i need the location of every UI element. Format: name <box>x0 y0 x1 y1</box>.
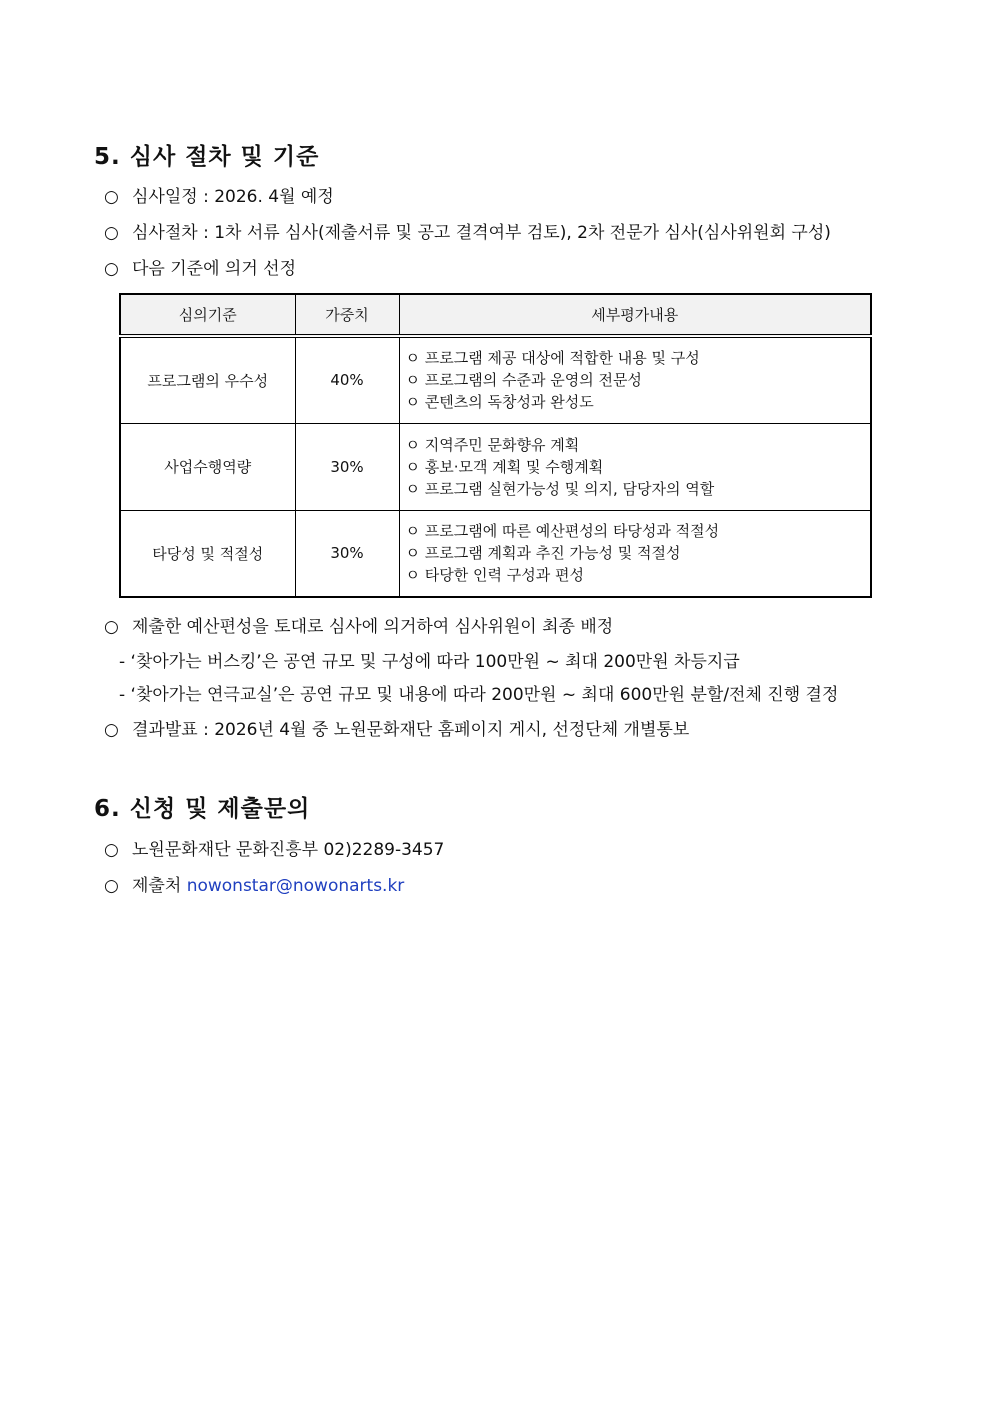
detail-item: ㅇ 홍보·모객 계획 및 수행계획 <box>405 457 604 476</box>
header-details: 세부평가내용 <box>399 294 871 336</box>
detail-item: ㅇ 지역주민 문화향유 계획 <box>405 435 580 454</box>
circle-bullet-icon: ○ <box>104 259 119 279</box>
contact-text: 노원문화재단 문화진흥부 02)2289-3457 <box>132 840 445 860</box>
criterion-cell: 타당성 및 적절성 <box>120 510 295 597</box>
schedule-text: 심사일정 : 2026. 4월 예정 <box>132 187 334 207</box>
procedure-line <box>104 218 831 243</box>
section-6-title: 6. 신청 및 제출문의 <box>94 796 311 822</box>
detail-item: ㅇ 콘텐츠의 독창성과 완성도 <box>405 393 594 412</box>
theater-class-note: - ‘찾아가는 연극교실’은 공연 규모 및 내용에 따라 200만원 ~ 최대 600만원 분할/전체 진행 결정 <box>119 685 839 705</box>
table-row <box>120 510 871 597</box>
circle-bullet-icon: ○ <box>104 187 119 207</box>
weight-cell: 40% <box>295 336 399 423</box>
circle-bullet-icon: ○ <box>104 720 119 740</box>
criteria-intro-line <box>104 254 296 279</box>
details-cell <box>399 336 871 423</box>
detail-item: ㅇ 프로그램 실현가능성 및 의지, 담당자의 역할 <box>405 479 715 498</box>
submission-email-link[interactable]: nowonstar@nowonarts.kr <box>186 876 405 896</box>
busking-note: - ‘찾아가는 버스킹’은 공연 규모 및 구성에 따라 100만원 ~ 최대 200만원 차등지급 <box>119 652 740 672</box>
circle-bullet-icon: ○ <box>104 617 119 637</box>
table-row <box>120 336 871 423</box>
criterion-cell: 프로그램의 우수성 <box>120 336 295 423</box>
detail-item: ㅇ 타당한 인력 구성과 편성 <box>405 566 584 585</box>
header-weight: 가중치 <box>295 294 399 336</box>
detail-item: ㅇ 프로그램의 수준과 운영의 전문성 <box>405 371 642 390</box>
result-line <box>104 715 689 740</box>
criterion-cell: 사업수행역량 <box>120 423 295 510</box>
circle-bullet-icon: ○ <box>104 223 119 243</box>
detail-item: ㅇ 프로그램 계획과 추진 가능성 및 적절성 <box>405 544 681 563</box>
submission-line <box>104 871 404 896</box>
procedure-text: 심사절차 : 1차 서류 심사(제출서류 및 공고 결격여부 검토), 2차 전문가 심사(심사위원회 구성) <box>132 223 831 243</box>
detail-item: ㅇ 프로그램에 따른 예산편성의 타당성과 적절성 <box>405 522 720 541</box>
circle-bullet-icon: ○ <box>104 840 119 860</box>
detail-item: ㅇ 프로그램 제공 대상에 적합한 내용 및 구성 <box>405 349 700 368</box>
result-text: 결과발표 : 2026년 4월 중 노원문화재단 홈페이지 게시, 선정단체 개별통보 <box>132 720 690 740</box>
contact-line <box>104 835 444 860</box>
budget-line <box>104 612 613 637</box>
weight-cell: 30% <box>295 510 399 597</box>
header-criterion: 심의기준 <box>120 294 295 336</box>
schedule-line <box>104 182 334 207</box>
table-row <box>120 423 871 510</box>
weight-cell: 30% <box>295 423 399 510</box>
section-5-title: 5. 심사 절차 및 기준 <box>94 144 320 170</box>
details-cell <box>399 510 871 597</box>
criteria-intro-text: 다음 기준에 의거 선정 <box>132 259 297 279</box>
table-header-row <box>120 294 871 336</box>
budget-text: 제출한 예산편성을 토대로 심사에 의거하여 심사위원이 최종 배정 <box>132 617 614 637</box>
criteria-table <box>119 293 872 598</box>
details-cell <box>399 423 871 510</box>
circle-bullet-icon: ○ <box>104 876 119 896</box>
submission-label: 제출처 <box>132 876 182 896</box>
